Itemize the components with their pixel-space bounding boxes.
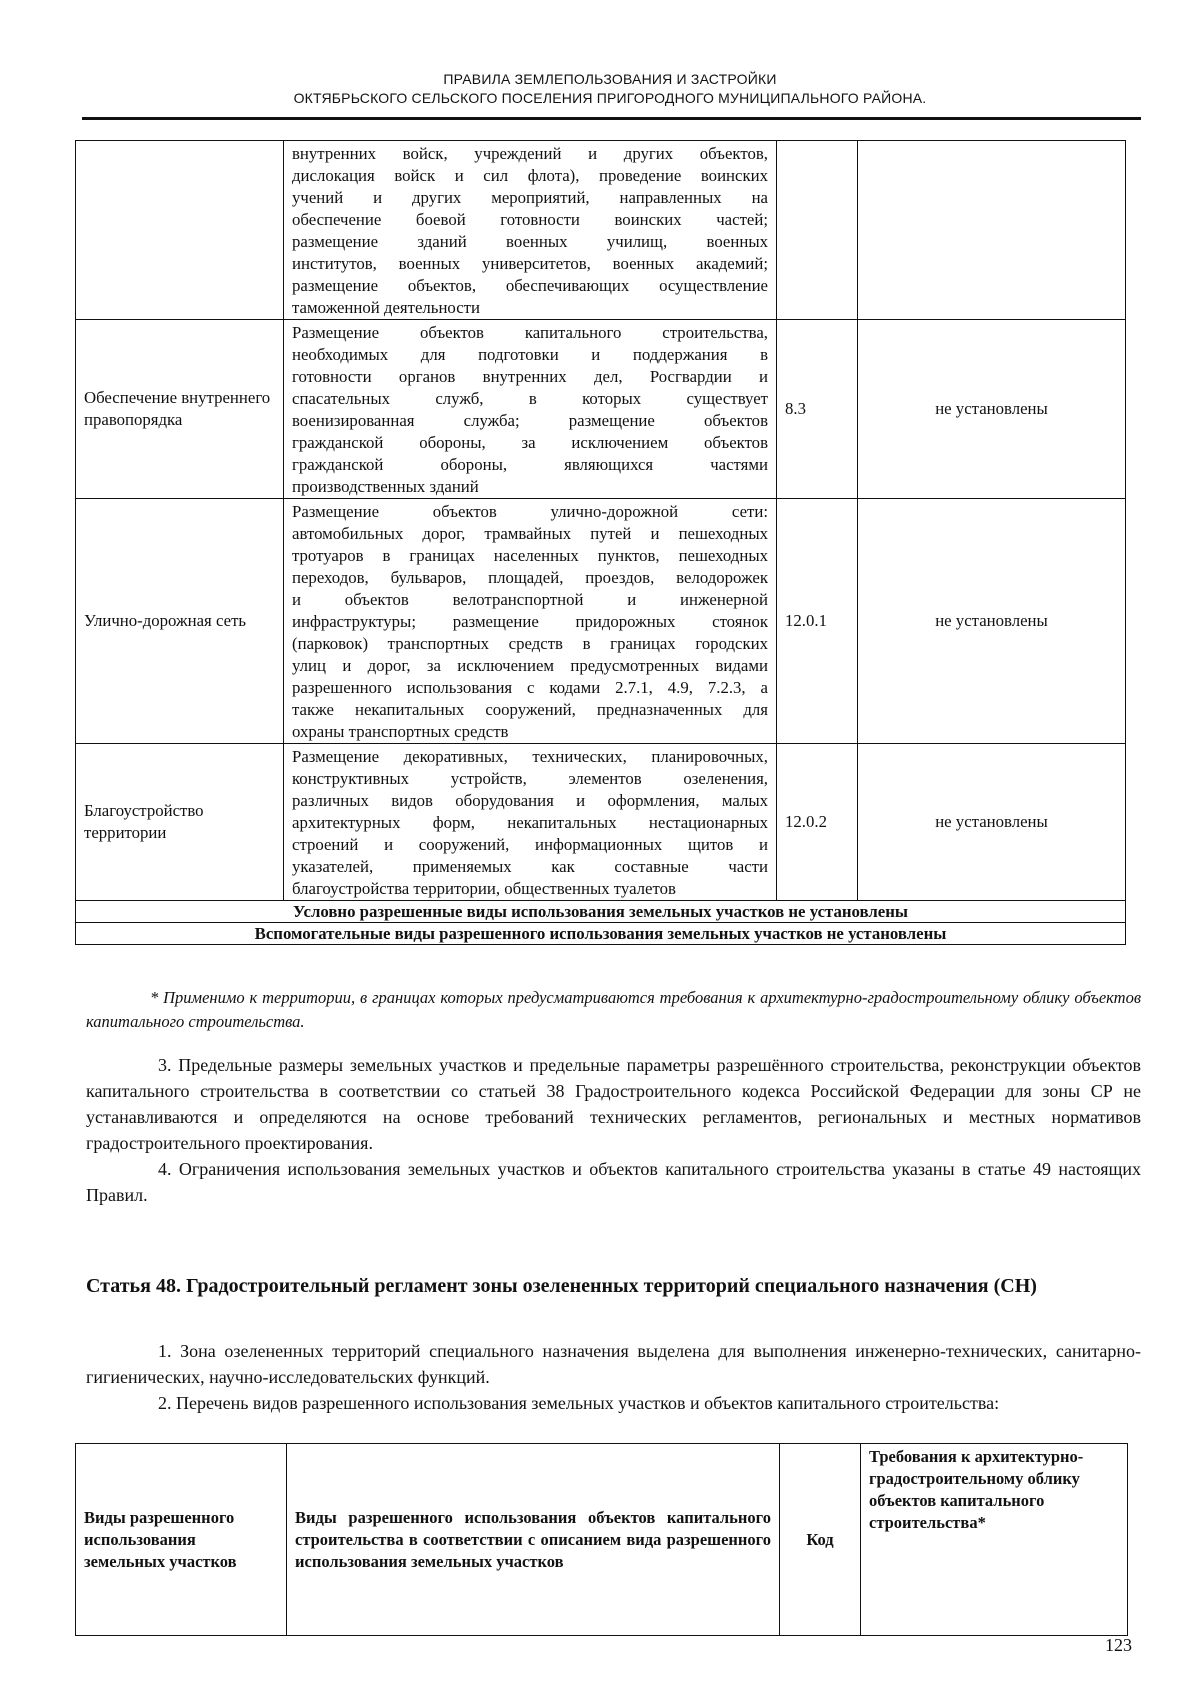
use-description-line: Размещение декоративных, технических, планировочных, bbox=[292, 747, 768, 766]
architectural-requirements bbox=[858, 141, 1126, 320]
header-land-uses: Виды разрешенного использования земельных участков bbox=[76, 1444, 287, 1636]
paragraph-3: 3. Предельные размеры земельных участков и предельные параметры разрешённого строительства, реконструкции объектов капитального строительства в соответствии со статьей 38 Градостроительного кодекса Российской Федерации для зоны СР не устанавливаются и определяются на основе требований технических регламентов, региональных и местных нормативов градостроительного проектирования. bbox=[86, 1055, 1141, 1153]
use-description-line: размещение объектов, обеспечивающих осуществление bbox=[292, 276, 768, 295]
use-description-line: инфраструктуры; размещение придорожных стоянок bbox=[292, 612, 768, 631]
use-description-line: готовности органов внутренних дел, Росгвардии и bbox=[292, 367, 768, 386]
header-line-1: ПРАВИЛА ЗЕМЛЕПОЛЬЗОВАНИЯ И ЗАСТРОЙКИ bbox=[443, 71, 777, 87]
land-use-kind: Обеспечение внутреннего правопорядка bbox=[76, 320, 284, 499]
use-description-line: переходов, бульваров, площадей, проездов, велодорожек bbox=[292, 568, 768, 587]
use-description-line: указателей, применяемых как составные части bbox=[292, 857, 768, 876]
article-paragraph-2: 2. Перечень видов разрешенного использования земельных участков и объектов капитального строительства: bbox=[158, 1393, 1000, 1413]
header-rule bbox=[82, 117, 1141, 120]
use-description-line: производственных зданий bbox=[292, 477, 479, 496]
use-description-line: и объектов велотранспортной и инженерной bbox=[292, 590, 768, 609]
use-code: 8.3 bbox=[777, 320, 858, 499]
auxiliary-uses-row bbox=[76, 923, 1126, 945]
use-description bbox=[284, 141, 777, 320]
architectural-requirements: не установлены bbox=[858, 744, 1126, 901]
use-description-line: военизированная служба; размещение объектов bbox=[292, 411, 768, 430]
article-heading: Статья 48. Градостроительный регламент зоны озелененных территорий специального назначения (СН) bbox=[86, 1275, 1037, 1297]
requirements-table-header bbox=[75, 1443, 1128, 1636]
use-description-line: конструктивных устройств, элементов озеленения, bbox=[292, 769, 768, 788]
use-description-line: спасательных служб, в которых существует bbox=[292, 389, 768, 408]
use-description-line: благоустройства территории, общественных туалетов bbox=[292, 879, 676, 898]
use-description-line: Размещение объектов капитального строительства, bbox=[292, 323, 768, 342]
use-description bbox=[284, 499, 777, 744]
use-code: 12.0.2 bbox=[777, 744, 858, 901]
running-header bbox=[80, 70, 1140, 108]
use-code: 12.0.1 bbox=[777, 499, 858, 744]
use-description-line: улиц и дорог, за исключением предусмотренных видами bbox=[292, 656, 768, 675]
use-description-line: автомобильных дорог, трамвайных путей и пешеходных bbox=[292, 524, 768, 543]
auxiliary-uses-text: Вспомогательные виды разрешенного использования земельных участков не установлены bbox=[76, 923, 1126, 945]
paragraph-4: 4. Ограничения использования земельных участков и объектов капитального строительства указаны в статье 49 настоящих Правил. bbox=[86, 1159, 1141, 1205]
use-description-line: (парковок) транспортных средств в границах городских bbox=[292, 634, 768, 653]
use-description-line: Размещение объектов улично-дорожной сети: bbox=[292, 502, 768, 521]
use-description-line: разрешенного использования с кодами 2.7.1, 4.9, 7.2.3, а bbox=[292, 678, 768, 697]
header-line-2: ОКТЯБРЬСКОГО СЕЛЬСКОГО ПОСЕЛЕНИЯ ПРИГОРОДНОГО МУНИЦИПАЛЬНОГО РАЙОНА. bbox=[293, 90, 927, 106]
conditional-uses-row bbox=[76, 901, 1126, 923]
header-construction-uses: Виды разрешенного использования объектов капитального строительства в соответствии с описанием вида разрешенного использования земельных участков bbox=[287, 1444, 780, 1636]
use-description-line: институтов, военных университетов, военных академий; bbox=[292, 254, 768, 273]
use-description-line: внутренних войск, учреждений и других объектов, bbox=[292, 144, 768, 163]
land-use-kind: Улично-дорожная сеть bbox=[76, 499, 284, 744]
architectural-requirements: не установлены bbox=[858, 320, 1126, 499]
use-description-line: также некапитальных сооружений, предназначенных для bbox=[292, 700, 768, 719]
page-number: 123 bbox=[1105, 1635, 1132, 1655]
use-description-line: тротуаров в границах населенных пунктов, пешеходных bbox=[292, 546, 768, 565]
architectural-requirements: не установлены bbox=[858, 499, 1126, 744]
use-description-line: гражданской обороны, являющихся частями bbox=[292, 455, 768, 474]
header-code: Код bbox=[780, 1444, 861, 1636]
use-description-line: обеспечение боевой готовности воинских частей; bbox=[292, 210, 768, 229]
article-paragraph-1: 1. Зона озелененных территорий специального назначения выделена для выполнения инженерно-технических, санитарно-гигиенических, научно-исследовательских функций. bbox=[86, 1341, 1141, 1387]
use-description-line: архитектурных форм, некапитальных нестационарных bbox=[292, 813, 768, 832]
use-description bbox=[284, 744, 777, 901]
table-row bbox=[76, 141, 1126, 320]
table-row bbox=[76, 320, 1126, 499]
land-use-kind bbox=[76, 141, 284, 320]
use-description-line: различных видов оборудования и оформления, малых bbox=[292, 791, 768, 810]
use-description-line: дислокация войск и сил флота), проведение воинских bbox=[292, 166, 768, 185]
header-requirements: Требования к архитектурно-градостроительному облику объектов капитального строительства* bbox=[861, 1444, 1128, 1636]
table-row bbox=[76, 499, 1126, 744]
conditional-uses-text: Условно разрешенные виды использования земельных участков не установлены bbox=[76, 901, 1126, 923]
use-description-line: учений и других мероприятий, направленных на bbox=[292, 188, 768, 207]
use-description-line: строений и сооружений, информационных щитов и bbox=[292, 835, 768, 854]
use-description bbox=[284, 320, 777, 499]
use-description-line: охраны транспортных средств bbox=[292, 722, 509, 741]
use-description-line: таможенной деятельности bbox=[292, 298, 480, 317]
table-row bbox=[76, 744, 1126, 901]
use-description-line: необходимых для подготовки и поддержания в bbox=[292, 345, 768, 364]
use-code bbox=[777, 141, 858, 320]
footnote: * Применимо к территории, в границах которых предусматриваются требования к архитектурно-градостроительному облику объектов капитального строительства. bbox=[86, 988, 1141, 1031]
use-description-line: размещение зданий военных училищ, военных bbox=[292, 232, 768, 251]
land-use-table bbox=[75, 140, 1126, 945]
use-description-line: гражданской обороны, за исключением объектов bbox=[292, 433, 768, 452]
land-use-kind: Благоустройство территории bbox=[76, 744, 284, 901]
